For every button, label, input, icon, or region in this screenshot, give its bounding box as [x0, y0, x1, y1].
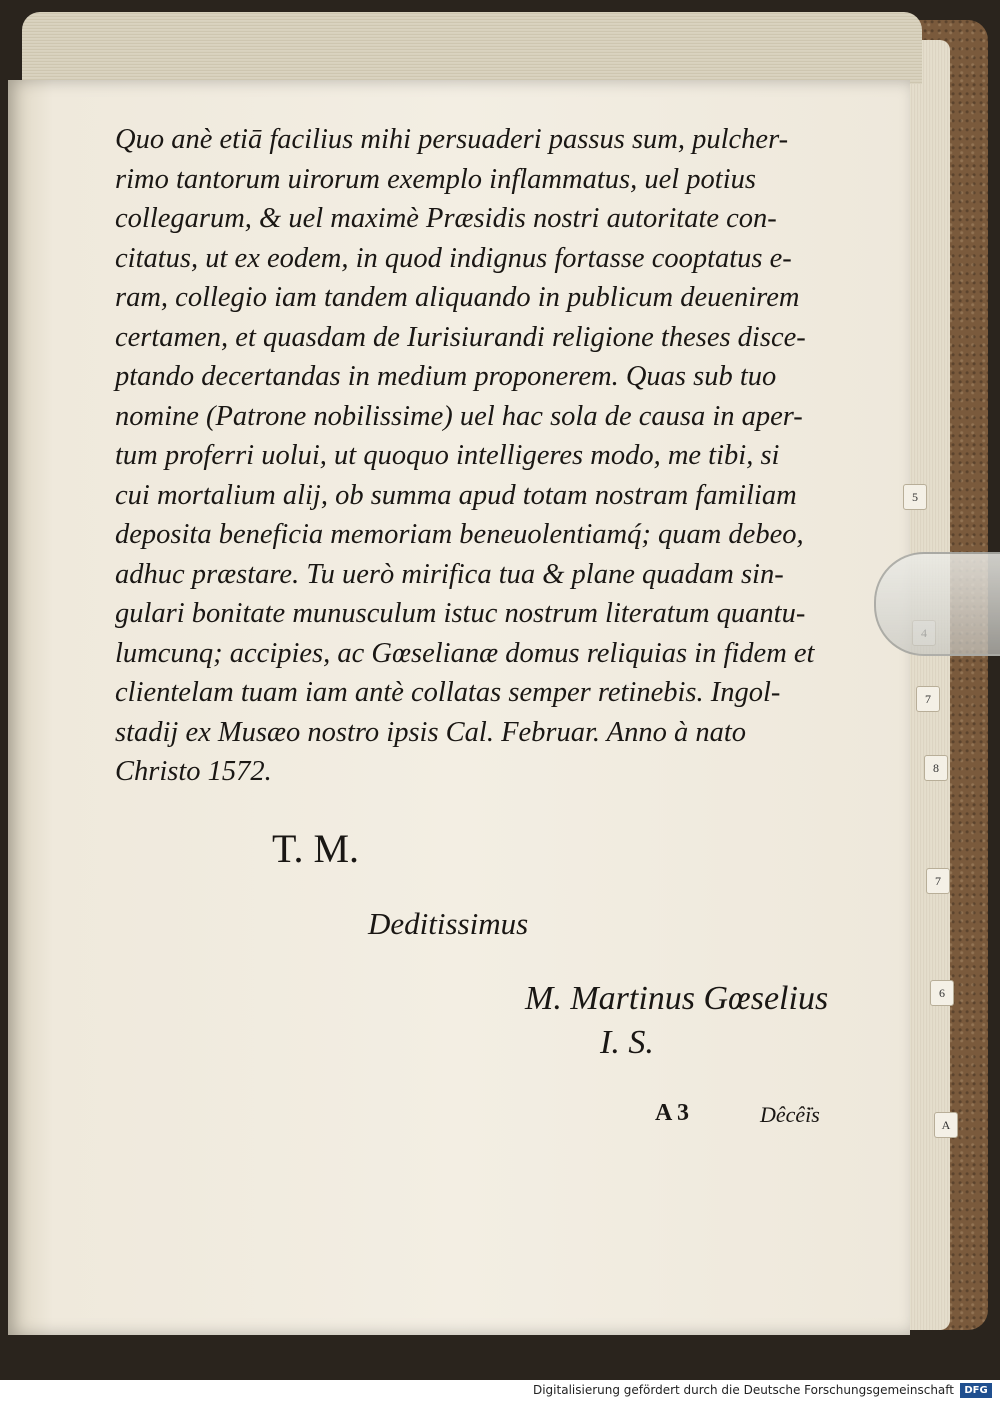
signature-name: M. Martinus Gœselius — [525, 980, 829, 1017]
dfg-logo: DFG — [960, 1383, 992, 1398]
initials: T. M. — [272, 826, 360, 871]
text-line: Christo 1572. — [115, 756, 272, 787]
text-line: collegarum, & uel maximè Præsidis nostri autoritate con- — [115, 203, 777, 234]
text-line: cui mortalium alij, ob summa apud totam nostram familiam — [115, 479, 797, 511]
text-line: gulari bonitate munusculum istuc nostrum literatum quantu- — [115, 598, 806, 629]
top-page-edges — [22, 12, 922, 84]
text-line: citatus, ut ex eodem, in quod indignus fortasse cooptatus e- — [115, 242, 792, 274]
text-line: nomine (Patrone nobilissime) uel hac sola de causa in aper- — [115, 400, 803, 432]
signature-suffix: I. S. — [600, 1024, 654, 1061]
text-line: ptando decertandas in medium proponerem. Quas sub tuo — [115, 361, 777, 392]
dedication-text — [115, 120, 835, 792]
page-tab: 8 — [924, 755, 948, 781]
text-line: Quo anè etiā facilius mihi persuaderi passus sum, pulcher- — [115, 124, 789, 155]
catchword: Dêcê̈is — [760, 1102, 820, 1127]
footer-bar — [0, 1380, 1000, 1402]
text-line: stadij ex Musæo nostro ipsis Cal. Februar. Anno à nato — [115, 716, 746, 748]
magnifier-lens — [874, 552, 1000, 656]
text-line: adhuc præstare. Tu uerò mirifica tua & plane quadam sin- — [115, 558, 784, 590]
text-line: tum proferri uolui, ut quoquo intelligeres modo, me tibi, si — [115, 440, 780, 471]
signature-mark: A 3 — [655, 1100, 690, 1126]
text-line: ram, collegio iam tandem aliquando in publicum deuenirem — [115, 282, 800, 313]
text-line: lumcunq; accipies, ac Gœselianæ domus reliquias in fidem et — [115, 637, 815, 669]
page-tab: 7 — [926, 868, 950, 894]
page-tab: 6 — [930, 980, 954, 1006]
closing-word: Deditissimus — [368, 906, 529, 941]
text-line: clientelam tuam iam antè collatas semper retinebis. Ingol- — [115, 677, 781, 708]
text-line: certamen, et quasdam de Iurisiurandi religione theses disce- — [115, 321, 806, 353]
page-tab: 5 — [903, 484, 927, 510]
page-tab: A — [934, 1112, 958, 1138]
footer-credit: Digitalisierung gefördert durch die Deutsche Forschungsgemeinschaft — [532, 1383, 954, 1397]
text-line: deposita beneficia memoriam beneuolentiamq́; quam debeo, — [115, 519, 804, 550]
page-tab: 7 — [916, 686, 940, 712]
text-line: rimo tantorum uirorum exemplo inflammatus, uel potius — [115, 163, 756, 195]
